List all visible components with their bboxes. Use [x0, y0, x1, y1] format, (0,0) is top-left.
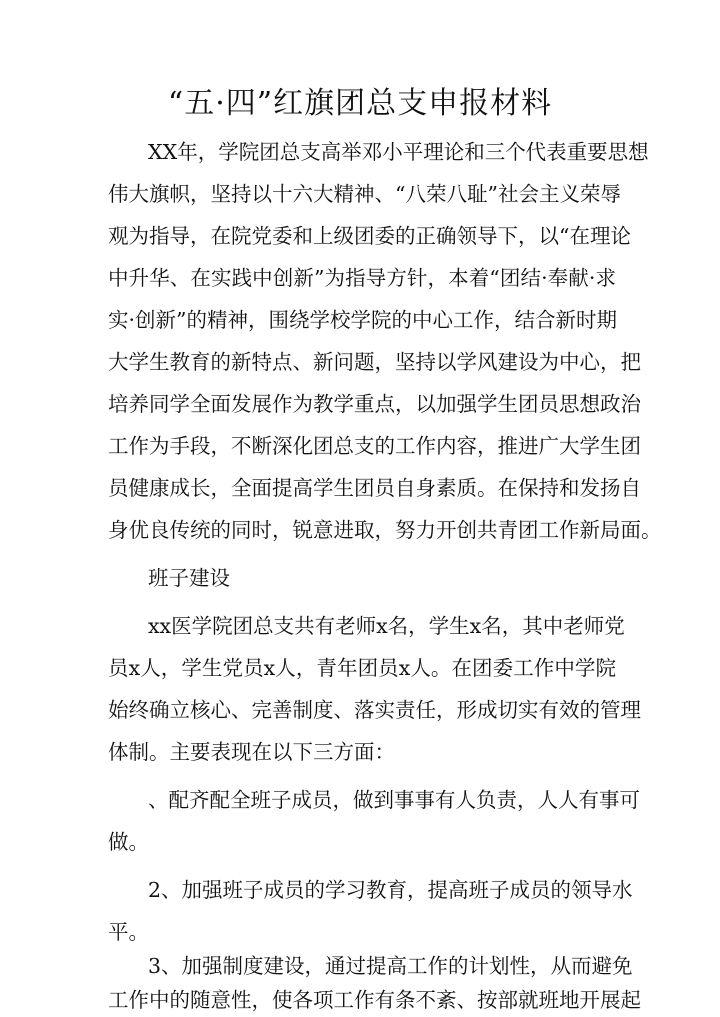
- list-item-line: 3、加强制度建设，通过提高工作的计划性，从而避免: [148, 954, 633, 978]
- list-item-line: 2、加强班子成员的学习教育，提高班子成员的领导水: [148, 878, 633, 902]
- paragraph-line: 培养同学全面发展作为教学重点，以加强学生团员思想政治: [108, 392, 641, 416]
- list-item-line: 工作中的随意性，使各项工作有条不紊、按部就班地开展起: [108, 988, 641, 1012]
- list-item-line: 平。: [108, 920, 149, 944]
- list-item-line: 做。: [108, 830, 149, 854]
- paragraph-line: 伟大旗帜，坚持以十六大精神、“八荣八耻”社会主义荣辱: [108, 182, 621, 206]
- paragraph-line: XX年，学院团总支高举邓小平理论和三个代表重要思想: [148, 140, 649, 164]
- paragraph-line: 中升华、在实践中创新”为指导方针，本着“团结·奉献·求: [108, 266, 616, 290]
- paragraph-line: 员健康成长，全面提高学生团员自身素质。在保持和发扬自: [108, 476, 641, 500]
- paragraph-line: 工作为手段，不断深化团总支的工作内容，推进广大学生团: [108, 434, 641, 458]
- section-heading: 班子建设: [148, 566, 230, 590]
- paragraph-line: 身优良传统的同时，锐意进取，努力开创共青团工作新局面。: [108, 518, 662, 542]
- document-title: “五·四”红旗团总支申报材料: [167, 86, 553, 121]
- paragraph-line: 体制。主要表现在以下三方面：: [108, 740, 395, 764]
- paragraph-line: 大学生教育的新特点、新问题，坚持以学风建设为中心，把: [108, 350, 641, 374]
- paragraph-line: 员x人，学生党员x人，青年团员x人。在团委工作中学院: [108, 656, 616, 680]
- paragraph-line: 实·创新”的精神，围绕学校学院的中心工作，结合新时期: [108, 308, 617, 332]
- list-item-line: 、配齐配全班子成员，做到事事有人负责，人人有事可: [148, 788, 640, 812]
- paragraph-line: 始终确立核心、完善制度、落实责任，形成切实有效的管理: [108, 698, 641, 722]
- paragraph-line: xx医学院团总支共有老师x名，学生x名，其中老师党: [148, 614, 625, 638]
- paragraph-line: 观为指导，在院党委和上级团委的正确领导下，以“在理论: [108, 224, 631, 248]
